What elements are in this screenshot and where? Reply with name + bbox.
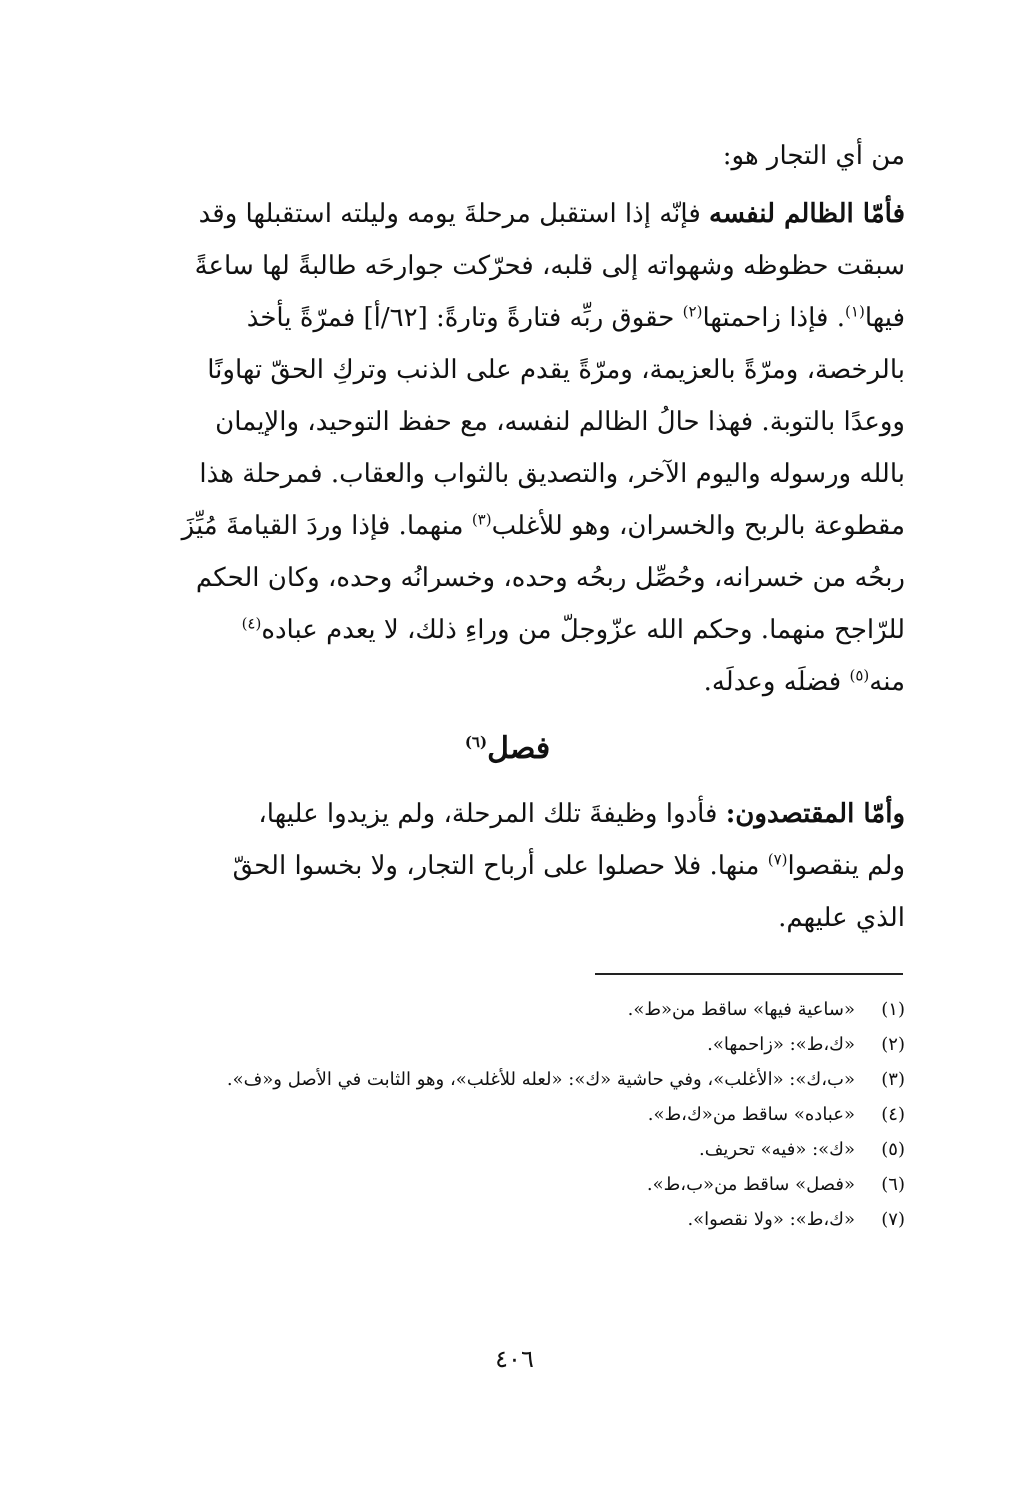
para1-line-3-c: حقوق ربِّه فتارةً وتارةً: [٦٢/أ] فمرّةً يأخذ <box>246 303 683 333</box>
paragraph-muqtasid <box>110 788 905 944</box>
para2-line-1 <box>110 788 905 840</box>
intro-line: من أي التجار هو: <box>722 141 905 171</box>
footnote-number: (٤) <box>881 1104 905 1125</box>
para1-line-3-a: فيها <box>864 303 905 333</box>
para2-lead: وأمّا المقتصدون: <box>725 799 905 829</box>
footnote-number: (٦) <box>881 1174 905 1195</box>
para2-line-2-a: ولم ينقصوا <box>787 851 905 881</box>
section-heading-text: فصل <box>487 731 551 766</box>
para2-line-2 <box>110 840 905 892</box>
section-heading <box>110 714 905 784</box>
footnote-text: «فصل» ساقط من«ب،ط». <box>646 1174 855 1195</box>
para1-line-1 <box>110 188 905 240</box>
paragraph-zalim <box>110 188 905 708</box>
para1-line-9 <box>110 604 905 656</box>
para1-line-5: ووعدًا بالتوبة. فهذا حالُ الظالم لنفسه، مع حفظ التوحيد، والإيمان <box>215 407 905 437</box>
para1-line-10 <box>110 656 905 708</box>
footnote-text: «ساعية فيها» ساقط من«ط». <box>627 999 855 1020</box>
footnote-marker-3[interactable]: (٣) <box>471 510 492 529</box>
footnote-6 <box>110 1170 905 1199</box>
footnote-4 <box>110 1100 905 1129</box>
para1-line-1-text: فإنّه إذا استقبل مرحلةَ يومه وليلته استقبلها وقد <box>198 199 710 229</box>
footnote-5 <box>110 1135 905 1164</box>
para1-line-6: بالله ورسوله واليوم الآخر، والتصديق بالثواب والعقاب. فمرحلة هذا <box>199 459 905 489</box>
para1-line-4: بالرخصة، ومرّةً بالعزيمة، ومرّةً يقدم على الذنب وتركِ الحقّ تهاونًا <box>207 355 905 385</box>
para1-lead: فأمّا الظالم لنفسه <box>709 199 905 229</box>
footnote-marker-5[interactable]: (٥) <box>849 666 870 685</box>
footnote-2 <box>110 1030 905 1059</box>
footnote-number: (٥) <box>881 1139 905 1160</box>
footnote-text: «ك»: «فيه» تحريف. <box>698 1139 855 1160</box>
footnote-text: «ك،ط»: «زاحمها». <box>707 1034 855 1055</box>
footnote-text: «ك،ط»: «ولا نقصوا». <box>687 1209 855 1230</box>
footnote-1 <box>110 995 905 1024</box>
footnote-number: (٣) <box>881 1069 905 1090</box>
para1-line-9-a: للرّاجح منهما. وحكم الله عزّوجلّ من وراءِ ذلك، لا يعدم عباده <box>261 615 905 645</box>
footnote-text: «ب،ك»: «الأغلب»، وفي حاشية «ك»: «لعله للأغلب»، وهو الثابت في الأصل و«ف». <box>226 1069 855 1090</box>
footnote-marker-1[interactable]: (١) <box>845 302 865 321</box>
footnote-number: (٧) <box>881 1209 905 1230</box>
footnote-marker-4[interactable]: (٤) <box>241 614 262 633</box>
footnote-marker-6[interactable]: (٦) <box>464 733 488 751</box>
para1-line-10-a: منه <box>869 667 905 697</box>
para1-line-7-b: منهما. فإذا وردَ القيامةَ مُيِّزَ <box>181 511 472 541</box>
main-text <box>110 130 905 950</box>
para2-line-2-b: منها. فلا حصلوا على أرباح التجار، ولا بخسوا الحقّ <box>232 851 768 881</box>
footnote-7 <box>110 1205 905 1234</box>
footnote-divider <box>595 973 903 975</box>
para1-line-7-a: مقطوعة بالربح والخسران، وهو للأغلب <box>491 511 905 541</box>
para2-line-1-text: فأدوا وظيفةَ تلك المرحلة، ولم يزيدوا عليها، <box>258 799 726 829</box>
footnote-3 <box>110 1065 905 1094</box>
para1-line-8: ربحُه من خسرانه، وحُصِّل ربحُه وحده، وخسرانُه وحده، وكان الحكم <box>195 563 905 593</box>
para1-line-3 <box>110 292 905 344</box>
footnote-text: «عباده» ساقط من«ك،ط». <box>647 1104 855 1125</box>
para2-line-3: الذي عليهم. <box>778 903 905 933</box>
page-number: ٤٠٦ <box>495 1345 534 1373</box>
para1-line-3-b: . فإذا زاحمتها <box>702 303 846 333</box>
para1-line-2: سبقت حظوظه وشهواته إلى قلبه، فحرّكت جوارحَه طالبةً لها ساعةً <box>194 251 905 281</box>
footnote-number: (١) <box>881 999 905 1020</box>
para1-line-7 <box>110 500 905 552</box>
footnote-number: (٢) <box>881 1034 905 1055</box>
footnote-marker-7[interactable]: (٧) <box>767 850 788 869</box>
footnote-marker-2[interactable]: (٢) <box>682 302 703 321</box>
footnotes <box>110 995 905 1240</box>
para1-line-10-b: فضلَه وعدلَه. <box>703 667 850 697</box>
